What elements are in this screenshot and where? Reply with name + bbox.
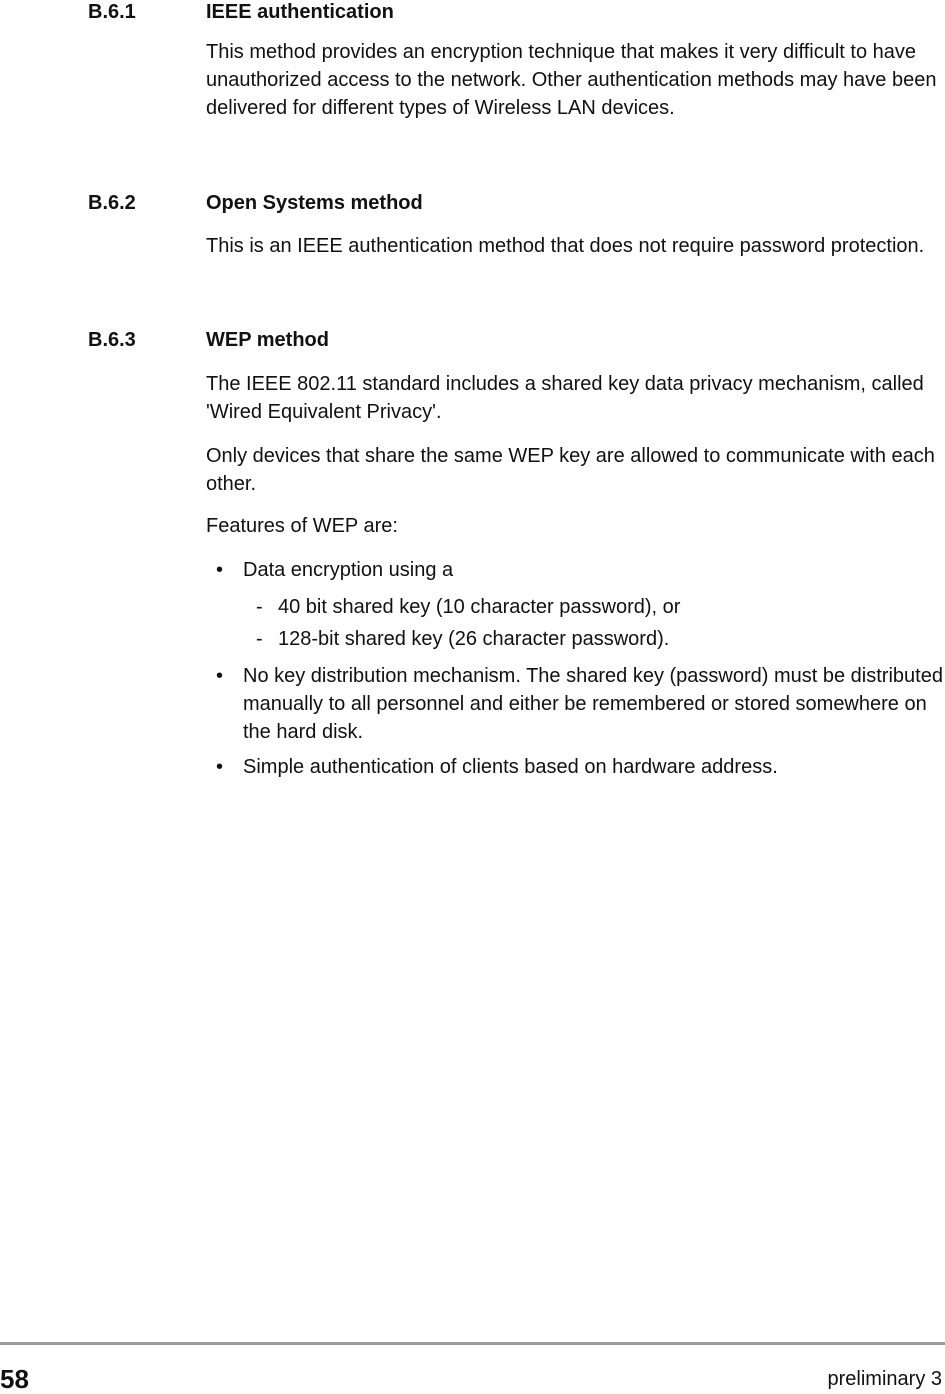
sub-list-item: 128-bit shared key (26 character password). <box>278 628 670 650</box>
paragraph: Features of WEP are: <box>206 515 398 537</box>
page-number: 58 <box>0 1364 29 1394</box>
bullet-marker: • <box>216 559 224 581</box>
section-title: IEEE authentication <box>206 1 394 23</box>
paragraph: The IEEE 802.11 standard includes a shared key data privacy mechanism, called 'Wired Equivalent Privacy'. <box>206 373 924 423</box>
paragraph: Only devices that share the same WEP key are allowed to communicate with each other. <box>206 445 935 495</box>
footer-divider <box>0 1342 945 1345</box>
bullet-marker: • <box>216 665 224 687</box>
section-title: Open Systems method <box>206 192 423 214</box>
dash-marker: - <box>256 596 263 618</box>
footer-label: preliminary 3 <box>827 1368 942 1390</box>
list-item: Simple authentication of clients based on hardware address. <box>243 756 778 778</box>
section-heading-b-6-1 <box>88 0 394 24</box>
list-item: Data encryption using a <box>243 559 454 581</box>
section-number: B.6.1 <box>88 1 136 23</box>
dash-marker: - <box>256 628 263 650</box>
section-title: WEP method <box>206 329 329 351</box>
bullet-marker: • <box>216 756 224 778</box>
paragraph: This method provides an encryption technique that makes it very difficult to have unauthorized access to the network. Other authentication methods may have been delivered for different types of Wireless LAN devices. <box>206 41 937 119</box>
section-heading-b-6-2 <box>88 191 423 215</box>
section-heading-b-6-3 <box>88 328 329 352</box>
section-number: B.6.3 <box>88 329 136 351</box>
paragraph: This is an IEEE authentication method that does not require password protection. <box>206 235 925 257</box>
list-item: No key distribution mechanism. The shared key (password) must be distributed manually to all personnel and either be remembered or stored somewhere on the hard disk. <box>243 665 943 743</box>
section-number: B.6.2 <box>88 192 136 214</box>
sub-list-item: 40 bit shared key (10 character password), or <box>278 596 681 618</box>
